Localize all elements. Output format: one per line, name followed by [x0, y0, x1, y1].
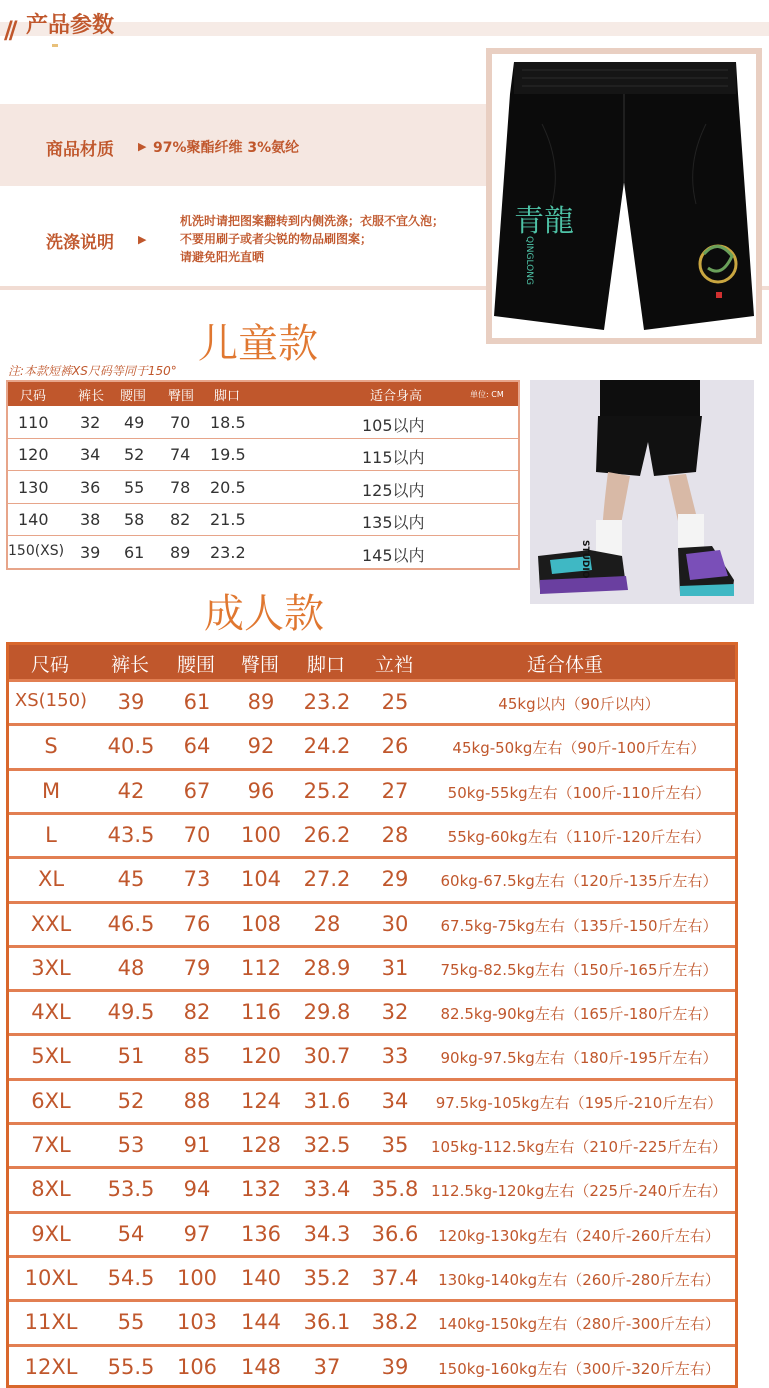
adult-table-cell: 130kg-140kg左右（260斤-280斤左右）: [438, 1270, 720, 1289]
adult-table-cell: 28: [381, 822, 409, 847]
adult-table-cell: 88: [183, 1088, 211, 1113]
adult-table-cell: 33.4: [303, 1177, 351, 1202]
adult-table-row: [9, 723, 735, 767]
adult-table-cell: 94: [183, 1177, 211, 1202]
adult-table-row: [9, 1033, 735, 1077]
adult-table-cell: 36.1: [303, 1310, 351, 1335]
adult-table-cell: 25: [381, 690, 409, 714]
adult-table-cell: 34.3: [303, 1221, 351, 1246]
adult-table-row: [9, 989, 735, 1033]
triangle-right-icon: ▶: [138, 233, 147, 246]
adult-table-cell: 108: [240, 911, 282, 936]
adult-table-cell: 31: [381, 955, 409, 980]
adult-table-cell: 103: [176, 1310, 218, 1335]
model-illustration: [530, 380, 754, 604]
kid-table-cell: 52: [124, 445, 145, 465]
model-photo: [530, 380, 754, 604]
adult-table-cell: 136: [240, 1221, 282, 1246]
adult-table-cell: 12XL: [24, 1354, 78, 1379]
adult-table-cell: 140: [240, 1265, 282, 1290]
wash-line-2: 不要用刷子或者尖锐的物品刷图案；: [180, 232, 373, 246]
adult-table-cell: 148: [240, 1354, 282, 1379]
adult-table-cell: 37: [313, 1354, 341, 1379]
adult-table-row: [9, 1211, 735, 1255]
material-value: 97%聚酯纤维 3%氨纶: [153, 140, 300, 156]
kid-table-row: [8, 503, 518, 536]
adult-table-cell: 132: [240, 1177, 282, 1202]
adult-table-cell: 29.8: [303, 1000, 351, 1025]
wash-label: 洗涤说明: [46, 233, 114, 253]
kid-table-cell: 125以内: [362, 480, 425, 500]
adult-table-cell: 4XL: [31, 1000, 71, 1025]
kid-header-cell: 尺码: [20, 389, 47, 404]
adult-table-cell: 29: [381, 867, 409, 892]
adult-table-cell: 42: [117, 778, 145, 803]
adult-table-cell: 51: [117, 1044, 145, 1069]
kid-title: 儿童款: [198, 321, 318, 367]
adult-table-cell: 61: [183, 690, 211, 714]
kid-header-cell: 腰围: [120, 389, 147, 404]
kid-table-cell: 49: [124, 413, 145, 432]
adult-table-cell: 75kg-82.5kg左右（150斤-165斤左右）: [440, 960, 718, 979]
adult-title: 成人款: [204, 591, 324, 637]
kid-header-cell: 臀围: [168, 389, 195, 404]
kid-header-cell: 裤长: [78, 389, 105, 404]
adult-table-cell: 112: [240, 955, 282, 980]
kid-table-cell: 32: [80, 413, 101, 432]
adult-table-cell: XXL: [30, 911, 72, 936]
adult-table-cell: S: [44, 734, 58, 759]
adult-table-cell: 30.7: [303, 1044, 351, 1069]
adult-table-cell: 116: [240, 1000, 282, 1025]
kid-table-cell: 61: [124, 542, 145, 562]
kid-unit-label: 单位: CM: [470, 390, 504, 399]
adult-table-row: [9, 768, 735, 812]
kid-table-cell: 135以内: [362, 513, 425, 533]
adult-table-cell: 100: [240, 822, 282, 847]
adult-table-cell: 39: [117, 690, 145, 714]
adult-table-cell: 43.5: [107, 822, 155, 847]
adult-table-cell: 105kg-112.5kg左右（210斤-225斤左右）: [430, 1138, 728, 1156]
adult-table-cell: 53.5: [107, 1177, 155, 1202]
material-label: 商品材质: [46, 140, 114, 160]
adult-size-table: [6, 642, 738, 1388]
wash-line-3: 请避免阳光直晒: [180, 250, 265, 264]
adult-table-cell: L: [45, 822, 57, 847]
adult-table-cell: 30: [381, 911, 409, 936]
adult-header-cell: 尺码: [31, 654, 70, 676]
adult-header-cell: 脚口: [307, 654, 346, 676]
kid-table-cell: 110: [18, 413, 49, 432]
adult-table-cell: 100: [176, 1265, 218, 1290]
adult-header-cell: 适合体重: [527, 654, 604, 676]
kid-table-cell: 82: [170, 510, 191, 530]
adult-table-cell: 24.2: [303, 734, 351, 759]
kid-table-cell: 105以内: [362, 416, 425, 435]
adult-table-cell: 45: [117, 867, 145, 892]
adult-table-row: [9, 1299, 735, 1343]
adult-table-cell: 26.2: [303, 822, 351, 847]
kid-table-row: [8, 471, 518, 504]
adult-table-cell: 40.5: [107, 734, 155, 759]
adult-table-cell: 90kg-97.5kg左右（180斤-195斤左右）: [440, 1049, 718, 1068]
adult-table-cell: 144: [240, 1310, 282, 1335]
adult-table-cell: 46.5: [107, 911, 155, 936]
header-accent-dot: [52, 44, 58, 47]
kid-table-cell: 20.5: [210, 477, 246, 497]
adult-table-cell: 52: [117, 1088, 145, 1113]
adult-table-cell: 38.2: [371, 1310, 419, 1335]
adult-table-row: [9, 1344, 735, 1388]
kid-table-cell: 78: [170, 477, 191, 497]
adult-header-cell: 臀围: [241, 654, 280, 676]
adult-table-cell: 92: [247, 734, 275, 759]
adult-table-cell: 35: [381, 1133, 409, 1157]
adult-table-cell: 55.5: [107, 1354, 155, 1379]
kid-table-cell: 55: [124, 477, 145, 497]
header-bar: [0, 22, 769, 36]
adult-table-cell: 28.9: [303, 955, 351, 980]
adult-table-cell: 97: [183, 1221, 211, 1246]
adult-table-cell: 128: [240, 1133, 282, 1157]
kid-table-header: [8, 382, 518, 406]
adult-table-cell: 35.2: [303, 1265, 351, 1290]
adult-table-cell: 79: [183, 955, 211, 980]
adult-table-cell: 55kg-60kg左右（110斤-120斤左右）: [447, 827, 711, 846]
adult-table-cell: 48: [117, 955, 145, 980]
page-title: 产品参数: [26, 13, 115, 38]
adult-table-cell: 97.5kg-105kg左右（195斤-210斤左右）: [435, 1093, 723, 1112]
adult-table-cell: 10XL: [24, 1265, 78, 1290]
kid-table-cell: 58: [124, 510, 145, 530]
adult-table-cell: 31.6: [303, 1088, 351, 1113]
kid-table-cell: 70: [170, 413, 191, 432]
triangle-right-icon: ▶: [138, 140, 147, 153]
adult-table-cell: 54.5: [107, 1265, 155, 1290]
adult-table-cell: 150kg-160kg左右（300斤-320斤左右）: [438, 1359, 720, 1378]
adult-table-cell: XS(150): [14, 690, 88, 711]
adult-table-cell: 3XL: [31, 955, 71, 980]
kid-table-cell: 21.5: [210, 510, 246, 530]
kid-table-row: [8, 536, 518, 568]
adult-table-cell: 82: [183, 1000, 211, 1025]
adult-table-cell: 104: [240, 867, 282, 892]
adult-table-cell: 45kg以内（90斤以内）: [498, 695, 660, 713]
adult-header-cell: 裤长: [111, 654, 150, 676]
adult-table-cell: 140kg-150kg左右（280斤-300斤左右）: [438, 1315, 720, 1334]
kid-table-cell: 38: [80, 510, 101, 530]
adult-table-row: [9, 679, 735, 723]
adult-table-cell: 73: [183, 867, 211, 892]
adult-table-cell: 120kg-130kg左右（240斤-260斤左右）: [438, 1226, 720, 1245]
adult-table-cell: 55: [117, 1310, 145, 1335]
adult-table-cell: 89: [247, 690, 275, 714]
print-vertical-text: QINGLONG: [524, 236, 534, 285]
adult-table-row: [9, 901, 735, 945]
adult-table-cell: 37.4: [371, 1265, 419, 1290]
kid-size-table: [6, 380, 520, 570]
adult-table-cell: 27.2: [303, 867, 351, 892]
adult-table-cell: 32: [381, 1000, 409, 1025]
adult-table-cell: 106: [176, 1354, 218, 1379]
kid-table-cell: 130: [18, 477, 49, 497]
adult-table-cell: 7XL: [31, 1133, 71, 1157]
adult-table-row: [9, 1255, 735, 1299]
adult-table-header: [9, 645, 735, 679]
adult-table-cell: 23.2: [303, 690, 351, 714]
kid-table-cell: 18.5: [210, 413, 246, 432]
adult-table-cell: 67.5kg-75kg左右（135斤-150斤左右）: [440, 916, 718, 935]
adult-table-cell: 36.6: [371, 1221, 419, 1246]
adult-table-row: [9, 945, 735, 989]
header-slash-icon: //: [4, 16, 14, 44]
adult-table-cell: 85: [183, 1044, 211, 1069]
kid-table-cell: 115以内: [362, 448, 425, 468]
print-qinglong: 青龍: [514, 204, 574, 239]
adult-table-cell: 82.5kg-90kg左右（165斤-180斤左右）: [440, 1005, 718, 1024]
kid-table-cell: 140: [18, 510, 49, 530]
adult-header-cell: 腰围: [177, 654, 216, 676]
kid-header-cell: 脚口: [214, 389, 241, 404]
adult-table-row: [9, 856, 735, 900]
adult-table-row: [9, 1122, 735, 1166]
adult-table-cell: 27: [381, 778, 409, 803]
adult-table-cell: 49.5: [107, 1000, 155, 1025]
kid-header-cell: 适合身高: [370, 389, 423, 404]
sock-text: STUDIO: [580, 540, 590, 579]
kid-table-cell: 19.5: [210, 445, 246, 465]
kid-table-cell: 120: [18, 445, 49, 465]
kid-table-cell: 39: [80, 542, 101, 562]
adult-table-cell: 11XL: [24, 1310, 78, 1335]
adult-table-cell: 53: [117, 1133, 145, 1157]
adult-table-cell: 67: [183, 778, 211, 803]
adult-table-cell: 45kg-50kg左右（90斤-100斤左右）: [452, 739, 706, 758]
adult-table-row: [9, 1078, 735, 1122]
adult-table-cell: 124: [240, 1088, 282, 1113]
adult-table-cell: 35.8: [371, 1177, 419, 1202]
adult-table-cell: 6XL: [31, 1088, 71, 1113]
adult-table-row: [9, 1166, 735, 1210]
kid-table-cell: 150(XS): [8, 542, 65, 559]
adult-table-cell: 5XL: [31, 1044, 71, 1069]
adult-table-cell: 60kg-67.5kg左右（120斤-135斤左右）: [440, 872, 718, 891]
wash-line-1: 机洗时请把图案翻转到内侧洗涤；衣服不宜久泡；: [180, 214, 445, 228]
kid-table-cell: 145以内: [362, 545, 425, 565]
adult-table-cell: 8XL: [31, 1177, 71, 1202]
adult-table-cell: 64: [183, 734, 211, 759]
kid-table-cell: 23.2: [210, 542, 246, 562]
adult-header-cell: 立裆: [375, 654, 414, 676]
adult-table-cell: 120: [240, 1044, 282, 1069]
adult-table-cell: 50kg-55kg左右（100斤-110斤左右）: [447, 783, 711, 802]
adult-table-cell: 70: [183, 822, 211, 847]
kid-table-cell: 74: [170, 445, 191, 465]
adult-table-cell: 34: [381, 1088, 409, 1113]
kid-table-row: [8, 438, 518, 471]
adult-table-cell: 54: [117, 1221, 145, 1246]
kid-note: 注:本款短裤XS尺码等同于150°: [8, 364, 177, 378]
adult-table-row: [9, 812, 735, 856]
adult-table-cell: 76: [183, 911, 211, 936]
adult-table-cell: 32.5: [303, 1133, 351, 1157]
kid-table-cell: 34: [80, 445, 101, 465]
adult-table-cell: 91: [183, 1133, 211, 1157]
adult-table-cell: M: [41, 778, 61, 803]
adult-table-cell: 9XL: [31, 1221, 71, 1246]
adult-table-cell: 33: [381, 1044, 409, 1069]
adult-table-cell: 112.5kg-120kg左右（225斤-240斤左右）: [430, 1182, 728, 1201]
kid-table-cell: 89: [170, 542, 191, 562]
adult-table-cell: 26: [381, 734, 409, 759]
kid-table-cell: 36: [80, 477, 101, 497]
adult-table-cell: 28: [313, 911, 341, 936]
adult-table-cell: 25.2: [303, 778, 351, 803]
adult-table-cell: XL: [37, 867, 65, 892]
kid-table-row: [8, 406, 518, 439]
adult-table-cell: 39: [381, 1354, 409, 1379]
adult-table-cell: 96: [247, 778, 275, 803]
